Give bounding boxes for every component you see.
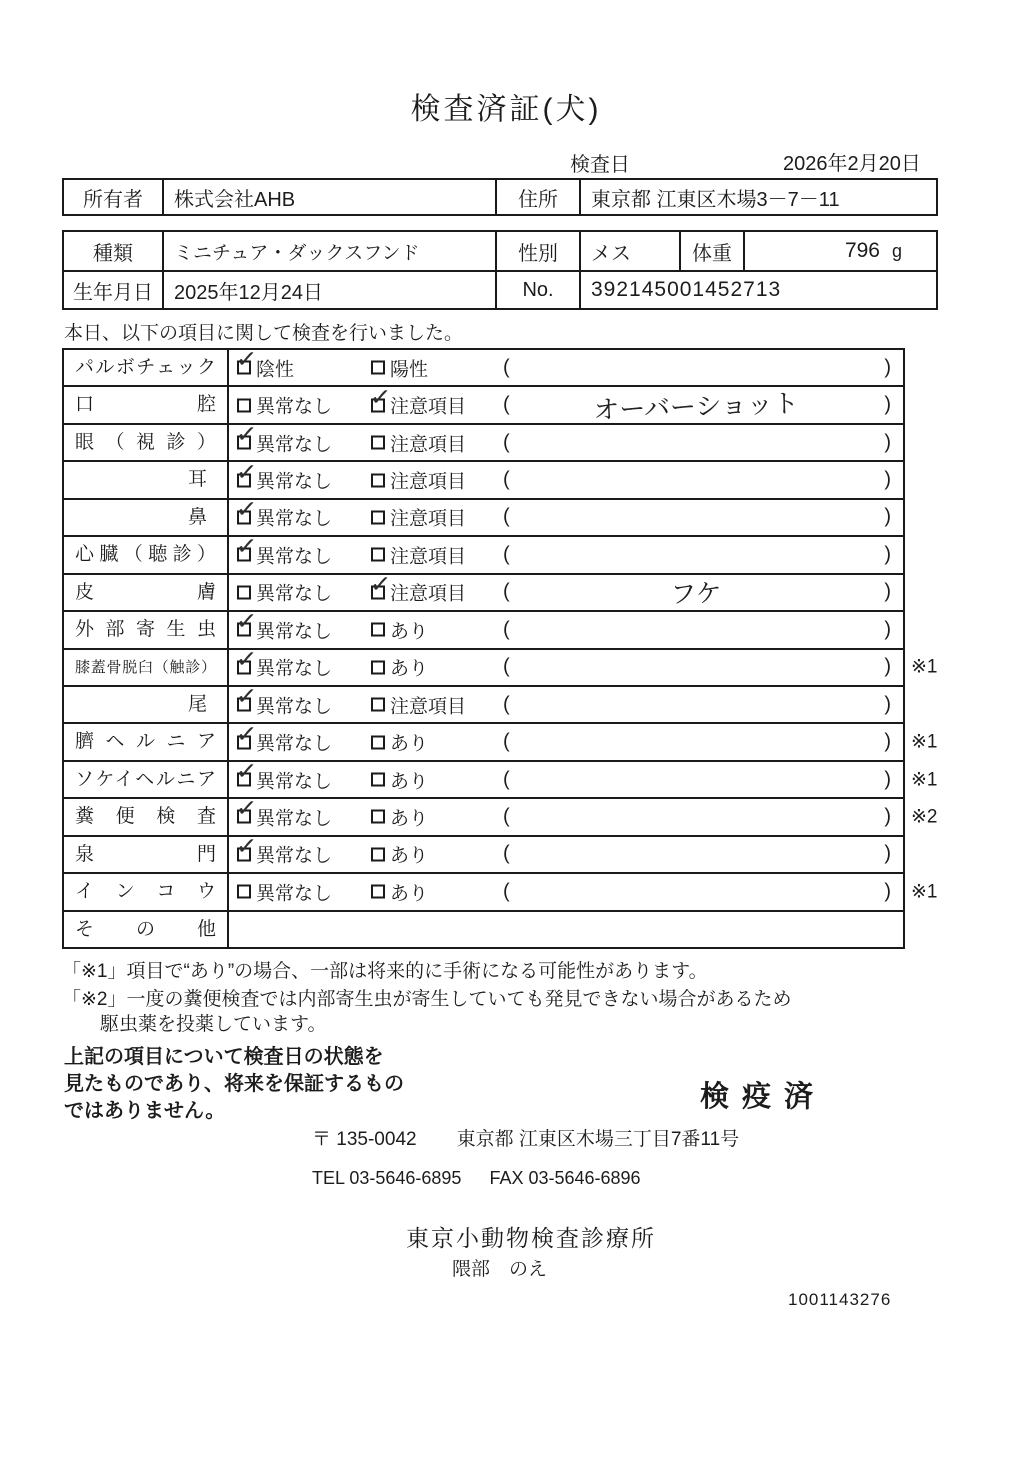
checkbox-icon[interactable] xyxy=(371,773,385,787)
option-2-label: あり xyxy=(390,845,429,867)
inspection-row xyxy=(64,831,903,872)
note-2-line-1: 「※2」一度の糞便検査では内部寄生虫が寄生していても発見できない場合があるため xyxy=(62,989,792,1010)
option-1-label: 異常なし xyxy=(256,808,333,830)
remark-paren-open: ( xyxy=(503,356,510,379)
checkbox-icon[interactable] xyxy=(237,398,251,412)
remark-paren-close: ) xyxy=(884,505,891,528)
option-1 xyxy=(234,532,333,568)
checkbox-icon[interactable] xyxy=(371,510,385,524)
remark-handwritten: フケ xyxy=(669,577,723,610)
disclaimer-line-1: 上記の項目について検査日の状態を xyxy=(64,1046,384,1068)
inspection-row-content xyxy=(229,874,938,909)
birthdate-label: 生年月日 xyxy=(64,272,164,308)
inspection-item-label: 外部寄生虫 xyxy=(64,612,229,647)
inspection-row-content xyxy=(229,419,903,460)
clinic-tel: TEL 03-5646-6895 xyxy=(312,1168,462,1188)
weight-value: 796 xyxy=(844,239,880,262)
checkmark-icon: ✓ xyxy=(368,569,393,600)
checkmark-icon: ✓ xyxy=(234,831,259,862)
remark-handwritten xyxy=(529,811,863,823)
remark-paren-close: ) xyxy=(884,880,891,903)
inspection-item-label: 膝蓋骨脱臼（触診） xyxy=(64,650,229,685)
option-2-label: あり xyxy=(390,883,429,905)
inspection-row-content xyxy=(229,644,938,685)
checkmark-icon: ✓ xyxy=(368,382,393,413)
inspection-row-content xyxy=(229,344,903,385)
inspection-item-label: ソケイヘルニア xyxy=(64,762,229,797)
option-2 xyxy=(371,729,428,756)
inspection-item-label: パルボチェック xyxy=(64,350,229,385)
clinic-name: 東京小動物検査診療所 xyxy=(406,1225,656,1251)
inspection-row xyxy=(64,794,938,834)
disclaimer-text xyxy=(64,1044,404,1125)
checkbox-icon[interactable] xyxy=(368,569,393,600)
checkmark-icon: ✓ xyxy=(234,681,259,712)
checkmark-icon: ✓ xyxy=(234,644,259,675)
remark-handwritten xyxy=(529,736,863,748)
option-2-label: 注意項目 xyxy=(390,696,467,718)
checkbox-icon[interactable] xyxy=(234,606,259,637)
inspection-row xyxy=(64,681,903,722)
remark-paren-open: ( xyxy=(503,768,510,791)
option-2-label: 注意項目 xyxy=(390,508,467,530)
remark-paren-open: ( xyxy=(503,543,510,566)
option-2-label: あり xyxy=(390,621,429,643)
checkmark-icon: ✓ xyxy=(234,457,259,487)
weight-cell xyxy=(745,232,936,270)
option-2-label: 陽性 xyxy=(390,359,429,381)
checkbox-icon[interactable] xyxy=(371,885,385,899)
inspection-row-content xyxy=(229,912,903,947)
inspection-row-content xyxy=(229,794,938,834)
option-2-label: 注意項目 xyxy=(390,396,467,418)
checkmark-icon: ✓ xyxy=(234,756,259,787)
option-2 xyxy=(371,878,428,905)
inspection-row xyxy=(64,457,903,497)
checkbox-icon[interactable] xyxy=(237,885,251,899)
checkmark-icon: ✓ xyxy=(234,419,259,450)
option-1-label: 異常なし xyxy=(256,621,333,643)
option-1 xyxy=(237,392,332,419)
option-2 xyxy=(371,841,428,868)
remark-paren-open: ( xyxy=(503,693,510,716)
reference-mark: ※1 xyxy=(911,881,938,903)
checkbox-icon[interactable] xyxy=(234,419,259,450)
sex-label: 性別 xyxy=(497,232,581,270)
checkmark-icon: ✓ xyxy=(234,719,259,749)
checkmark-icon: ✓ xyxy=(234,606,259,637)
examiner-name: 隈部 のえ xyxy=(452,1259,548,1280)
checkbox-icon[interactable] xyxy=(371,660,385,674)
inspection-row xyxy=(64,419,903,460)
checkbox-icon[interactable] xyxy=(234,532,259,562)
inspection-date-label: 検査日 xyxy=(570,154,630,176)
remark-handwritten xyxy=(529,661,863,673)
option-1-label: 異常なし xyxy=(256,583,333,605)
remark-paren-close: ) xyxy=(884,730,891,753)
checkbox-icon[interactable] xyxy=(234,494,259,525)
reference-mark: ※2 xyxy=(911,806,938,828)
inspection-item-label: 口腔 xyxy=(64,387,229,422)
remark-paren-open: ( xyxy=(503,805,510,828)
remark-handwritten xyxy=(529,774,863,786)
inspection-row xyxy=(64,532,903,572)
pet-info-row-1 xyxy=(64,232,936,270)
remark-paren-close: ) xyxy=(884,655,891,678)
address-label: 住所 xyxy=(497,180,581,214)
remark-paren-close: ) xyxy=(884,580,891,603)
checkmark-icon: ✓ xyxy=(234,344,259,375)
remark-paren-close: ) xyxy=(884,468,891,491)
inspection-row xyxy=(64,872,938,909)
inspection-row-content xyxy=(229,457,903,497)
option-1-label: 陰性 xyxy=(256,359,295,381)
remark-paren-open: ( xyxy=(503,842,510,865)
inspection-row xyxy=(64,344,903,385)
owner-value: 株式会社AHB xyxy=(164,180,497,214)
checkbox-icon[interactable] xyxy=(234,681,259,712)
weight-unit: g xyxy=(891,240,902,261)
inspection-item-label: 眼（視診） xyxy=(64,425,229,460)
option-2-label: あり xyxy=(390,658,429,680)
remark-paren-open: ( xyxy=(503,468,510,491)
intro-text: 本日、以下の項目に関して検査を行いました。 xyxy=(64,323,464,344)
remark-handwritten xyxy=(529,437,863,449)
checkbox-icon[interactable] xyxy=(234,344,259,375)
option-1 xyxy=(234,457,333,494)
inspection-item-label: 耳 xyxy=(64,462,229,497)
option-1 xyxy=(234,719,333,756)
document-number: 1001143276 xyxy=(788,1290,892,1309)
inspection-item-label: 泉門 xyxy=(64,837,229,872)
remark-paren-open: ( xyxy=(503,393,510,416)
option-1-label: 異常なし xyxy=(256,696,333,718)
option-1-label: 異常なし xyxy=(256,771,333,793)
remark-paren-close: ) xyxy=(884,393,891,416)
inspection-row-content xyxy=(229,569,903,610)
birthdate-value: 2025年12月24日 xyxy=(164,272,497,308)
option-2 xyxy=(371,504,466,531)
inspection-row-content xyxy=(229,756,938,797)
option-1 xyxy=(234,494,333,531)
checkbox-icon[interactable] xyxy=(234,644,259,675)
breed-value: ミニチュア・ダックスフンド xyxy=(164,232,497,270)
remark-paren-open: ( xyxy=(503,505,510,528)
checkmark-icon: ✓ xyxy=(234,794,259,824)
option-1 xyxy=(234,606,333,643)
inspection-item-label: 皮膚 xyxy=(64,575,229,610)
quarantine-done-stamp: 検疫済 xyxy=(700,1081,827,1113)
inspection-row-content xyxy=(229,382,903,426)
option-2-label: 注意項目 xyxy=(390,434,467,456)
checkbox-icon[interactable] xyxy=(371,735,385,749)
disclaimer-line-3: ではありません。 xyxy=(64,1100,226,1122)
option-2 xyxy=(371,541,466,568)
reference-mark: ※1 xyxy=(911,731,938,753)
remark-paren-close: ) xyxy=(884,842,891,865)
microchip-no-label: No. xyxy=(497,272,581,308)
clinic-contact-line xyxy=(312,1168,641,1189)
option-2-label: 注意項目 xyxy=(390,583,467,605)
checkbox-icon[interactable] xyxy=(237,585,251,599)
pet-info-table xyxy=(62,230,938,310)
remark-paren-close: ) xyxy=(884,805,891,828)
inspection-row xyxy=(64,569,903,610)
remark-paren-open: ( xyxy=(503,431,510,454)
option-1 xyxy=(234,419,333,456)
breed-label: 種類 xyxy=(64,232,164,270)
option-2 xyxy=(371,354,428,381)
option-2 xyxy=(371,766,428,793)
option-1 xyxy=(234,681,333,718)
inspection-row xyxy=(64,494,903,535)
inspection-row xyxy=(64,719,938,759)
checkbox-icon[interactable] xyxy=(234,756,259,787)
remark-paren-close: ) xyxy=(884,693,891,716)
option-2 xyxy=(371,429,466,456)
option-1-label: 異常なし xyxy=(256,845,333,867)
option-2 xyxy=(371,654,428,681)
remark-paren-open: ( xyxy=(503,580,510,603)
remark-paren-open: ( xyxy=(503,880,510,903)
remark-paren-close: ) xyxy=(884,431,891,454)
option-1 xyxy=(237,579,332,606)
option-2 xyxy=(371,616,428,643)
remark-handwritten xyxy=(529,624,863,636)
option-2 xyxy=(368,382,467,419)
remark-paren-close: ) xyxy=(884,618,891,641)
option-2-label: 注意項目 xyxy=(390,471,467,493)
option-1 xyxy=(234,344,295,381)
option-1-label: 異常なし xyxy=(256,508,333,530)
owner-table xyxy=(62,178,938,216)
checkbox-icon[interactable] xyxy=(371,436,385,450)
remark-handwritten xyxy=(529,474,863,486)
option-2 xyxy=(371,803,428,830)
option-1-label: 異常なし xyxy=(256,396,333,418)
note-2-line-2: 駆虫薬を投薬しています。 xyxy=(100,1014,327,1035)
inspection-row-content xyxy=(229,681,903,722)
checkbox-icon[interactable] xyxy=(371,548,385,562)
inspection-row xyxy=(64,910,903,947)
checkbox-icon[interactable] xyxy=(371,847,385,861)
inspection-item-label: その他 xyxy=(64,912,229,947)
inspection-row-content xyxy=(229,494,903,535)
checkbox-icon[interactable] xyxy=(234,719,259,749)
checkmark-icon: ✓ xyxy=(234,532,259,562)
inspection-row-content xyxy=(229,831,903,872)
remark-paren-close: ) xyxy=(884,356,891,379)
clinic-address-line xyxy=(312,1124,739,1151)
inspection-table xyxy=(62,344,938,949)
option-1-label: 異常なし xyxy=(256,434,333,456)
checkmark-icon: ✓ xyxy=(234,494,259,525)
inspection-item-label: 臍ヘルニア xyxy=(64,724,229,759)
note-1: 「※1」項目で“あり”の場合、一部は将来的に手術になる可能性があります。 xyxy=(62,961,708,982)
option-1-label: 異常なし xyxy=(256,733,333,755)
remark-handwritten xyxy=(529,512,863,524)
owner-label: 所有者 xyxy=(64,180,164,214)
remark-paren-open: ( xyxy=(503,655,510,678)
option-2-label: あり xyxy=(390,771,429,793)
reference-mark: ※1 xyxy=(911,656,938,678)
option-1-label: 異常なし xyxy=(256,658,333,680)
checkbox-icon[interactable] xyxy=(371,698,385,712)
sex-value: メス xyxy=(581,232,681,270)
option-1-label: 異常なし xyxy=(256,883,333,905)
inspection-row-content xyxy=(229,532,903,572)
pet-info-row-2 xyxy=(64,270,936,308)
remark-paren-open: ( xyxy=(503,618,510,641)
inspection-date-value: 2026年2月20日 xyxy=(783,153,921,175)
checkbox-icon[interactable] xyxy=(234,794,259,824)
inspection-item-label: インコウ xyxy=(64,874,229,909)
option-2 xyxy=(368,569,467,606)
remark-paren-open: ( xyxy=(503,730,510,753)
clinic-address: 東京都 江東区木場三丁目7番11号 xyxy=(456,1129,740,1150)
inspection-item-label: 尾 xyxy=(64,687,229,722)
option-2 xyxy=(371,691,466,718)
remark-handwritten: オーバーショット xyxy=(592,388,800,426)
remark-paren-close: ) xyxy=(884,768,891,791)
microchip-no-value: 392145001452713 xyxy=(591,278,782,301)
option-1 xyxy=(234,794,333,830)
checkbox-icon[interactable] xyxy=(368,382,393,413)
disclaimer-line-2: 見たものであり、将来を保証するもの xyxy=(64,1073,404,1095)
checkbox-icon[interactable] xyxy=(371,361,385,375)
option-2-label: あり xyxy=(390,733,429,755)
inspection-item-label: 心臓（聴診） xyxy=(64,537,229,572)
postal-code: 〒 135-0042 xyxy=(312,1129,417,1150)
weight-label: 体重 xyxy=(681,232,745,270)
inspection-row xyxy=(64,756,938,797)
remark-handwritten xyxy=(529,362,863,374)
inspection-row xyxy=(64,644,938,685)
remark-handwritten xyxy=(529,849,863,861)
option-1 xyxy=(234,756,333,793)
checkbox-icon[interactable] xyxy=(371,810,385,824)
option-1-label: 異常なし xyxy=(256,471,333,493)
checkbox-icon[interactable] xyxy=(371,473,385,487)
option-2 xyxy=(371,467,466,494)
remark-handwritten xyxy=(529,886,863,898)
clinic-fax: FAX 03-5646-6896 xyxy=(489,1168,641,1188)
reference-mark: ※1 xyxy=(911,769,938,791)
remark-paren-close: ) xyxy=(884,543,891,566)
inspection-row-content xyxy=(229,606,903,647)
option-1 xyxy=(234,644,333,681)
inspection-row xyxy=(64,382,903,426)
option-1-label: 異常なし xyxy=(256,546,333,568)
page-title: 検査済証(犬) xyxy=(410,93,602,126)
address-value: 東京都 江東区木場3－7－11 xyxy=(591,188,840,211)
option-2-label: 注意項目 xyxy=(390,546,467,568)
option-2-label: あり xyxy=(390,808,429,830)
inspection-row-content xyxy=(229,719,938,759)
remark-handwritten xyxy=(529,549,863,561)
checkbox-icon[interactable] xyxy=(371,623,385,637)
checkbox-icon[interactable] xyxy=(234,831,259,862)
option-1 xyxy=(237,878,332,905)
remark-handwritten xyxy=(529,699,863,711)
checkbox-icon[interactable] xyxy=(234,457,259,487)
inspection-row xyxy=(64,606,903,647)
inspection-item-label: 糞便検査 xyxy=(64,799,229,834)
option-1 xyxy=(234,831,333,868)
inspection-item-label: 鼻 xyxy=(64,500,229,535)
